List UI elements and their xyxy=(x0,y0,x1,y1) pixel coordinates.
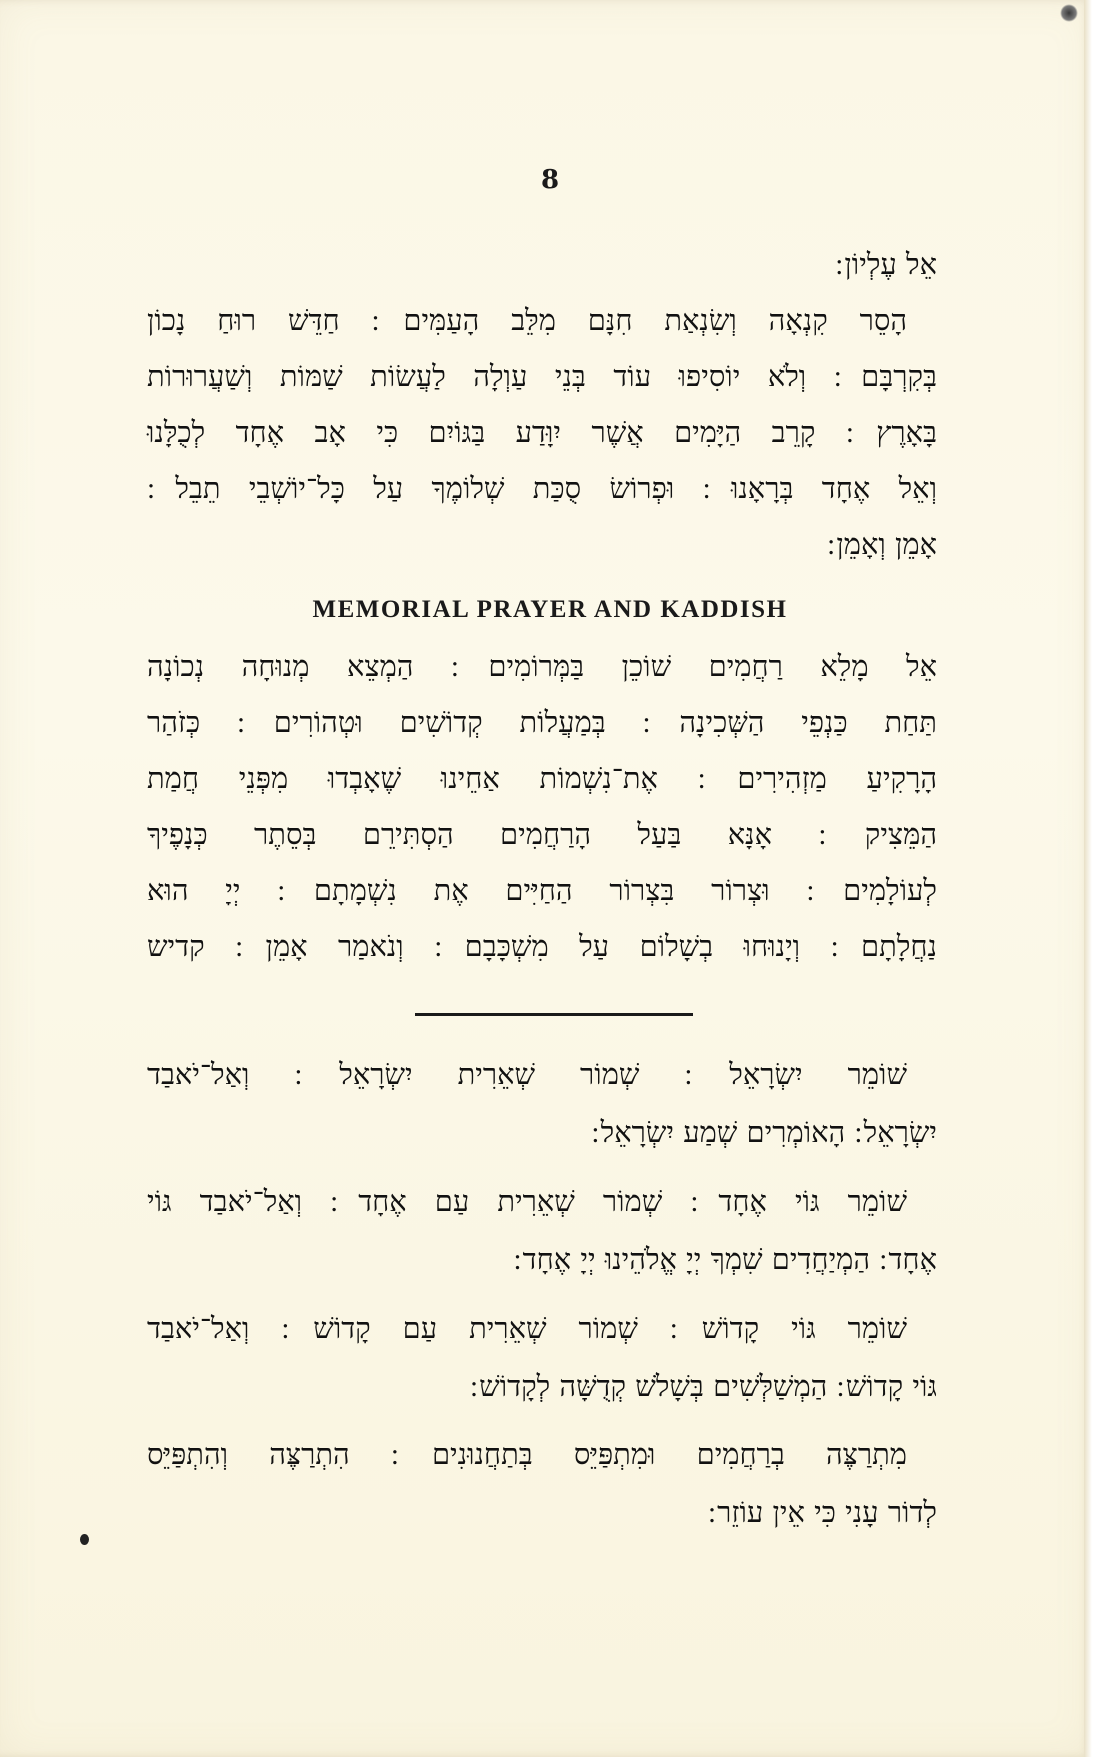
text-line: אֵל עֶלְיוֹן ׃ xyxy=(835,247,937,281)
text-line: לְדוֹר עָנִי כִּי אֵין עוֹזֵר ׃ xyxy=(707,1495,937,1529)
section-divider xyxy=(415,1013,693,1016)
shomer-stanza-3 xyxy=(147,1299,937,1415)
text-line: הַמֵּצִיק ׃ אָנָּא בַּעַל הָרַחֲמִים הַסְתִּירֵם בְּסֵתֶר כְּנָפֶיךָ xyxy=(147,817,937,851)
text-line: מִתְרַצֶּה בְרַחֲמִים וּמִתְפַּיֵּס בְּתַחֲנוּנִים ׃ הִתְרַצֶּה וְהִתְפַּיֵּס xyxy=(147,1437,907,1471)
memorial-prayer-text xyxy=(147,638,937,974)
text-line: בָּאָרֶץ ׃ קָרֵב הַיָּמִים אֲשֶׁר יִוָּדַע בַּגּוֹיִם כִּי אָב אֶחָד לְכֻלָּנוּ xyxy=(147,415,937,449)
closing-stanza xyxy=(147,1425,937,1541)
text-line: הָרָקִיעַ מַזְהִירִים ׃ אֶת־נִשְׁמוֹת אַחֵינוּ שֶׁאָבְדוּ מִפְּנֵי חֲמַת xyxy=(147,761,937,795)
text-line: נַחֲלָתָם ׃ וְיָנוּחוּ בְשָׁלוֹם עַל מִשְׁכָּבָם ׃ וְנֹאמַר אָמֵן ׃ קדיש xyxy=(147,929,937,963)
shomer-stanza-1 xyxy=(147,1045,937,1161)
text-line: אָמֵן וְאָמֵן ׃ xyxy=(827,527,937,561)
corner-ink-mark xyxy=(1060,4,1078,22)
text-line: וְאֵל אֶחָד בְּרָאָנוּ ׃ וּפְרוֹשׂ סֻכַּת שְׁלוֹמֶךָ עַל כָּל־יוֹשְׁבֵי תֵבֵל ׃ xyxy=(147,471,937,505)
section-heading: MEMORIAL PRAYER AND KADDISH xyxy=(312,596,788,623)
text-line: שׁוֹמֵר גּוֹי אֶחָד ׃ שְׁמוֹר שְׁאֵרִית עַם אֶחָד ׃ וְאַל־יֹאבַד גּוֹי xyxy=(147,1184,907,1218)
text-line: אֶחָד ׃ הַמְיַחֲדִים שִׁמְךָ יְיָ אֱלֹהֵינוּ יְיָ אֶחָד ׃ xyxy=(513,1242,937,1276)
text-line: בְּקִרְבָּם ׃ וְלֹא יוֹסִיפוּ עוֹד בְּנֵי עַוְלָה לַעֲשׂוֹת שַׁמּוֹת וְשַׁעֲרוּרוֹת xyxy=(147,359,937,393)
text-line: הָסֵר קִנְאָה וְשִׂנְאַת חִנָּם מִלֵּב הָעַמִּים ׃ חַדֵּשׁ רוּחַ נָכוֹן xyxy=(147,303,907,337)
page-number: 8 xyxy=(540,165,560,195)
text-line: שׁוֹמֵר גּוֹי קָדוֹשׁ ׃ שְׁמוֹר שְׁאֵרִית עַם קָדוֹשׁ ׃ וְאַל־יֹאבַד xyxy=(147,1311,907,1345)
page-edge xyxy=(1084,0,1092,1757)
text-line: שׁוֹמֵר יִשְׂרָאֵל ׃ שְׁמוֹר שְׁאֵרִית יִשְׂרָאֵל ׃ וְאַל־יֹאבַד xyxy=(147,1057,907,1091)
ink-dot xyxy=(80,1534,89,1545)
text-line: גּוֹי קָדוֹשׁ ׃ הַמְשַׁלְּשִׁים בְּשָׁלֹשׁ קְדֻשָּׁה לְקָדוֹשׁ ׃ xyxy=(469,1369,937,1403)
text-line: תַּחַת כַּנְפֵי הַשְּׁכִינָה ׃ בְּמַעֲלוֹת קְדוֹשִׁים וּטְהוֹרִים ׃ כְּזֹהַר xyxy=(147,705,937,739)
shomer-stanza-2 xyxy=(147,1172,937,1288)
prayer-end-text xyxy=(147,236,937,572)
text-line: יִשְׂרָאֵל ׃ הָאוֹמְרִים שְׁמַע יִשְׂרָאֵל ׃ xyxy=(591,1115,937,1149)
text-line: לְעוֹלָמִים ׃ וּצְרוֹר בִּצְרוֹר הַחַיִּים אֶת נִשְׁמָתָם ׃ יְיָ הוּא xyxy=(147,873,937,907)
text-line: אֵל מָלֵא רַחֲמִים שׁוֹכֵן בַּמְּרוֹמִים ׃ הַמְצֵא מְנוּחָה נְכוֹנָה xyxy=(147,649,937,683)
